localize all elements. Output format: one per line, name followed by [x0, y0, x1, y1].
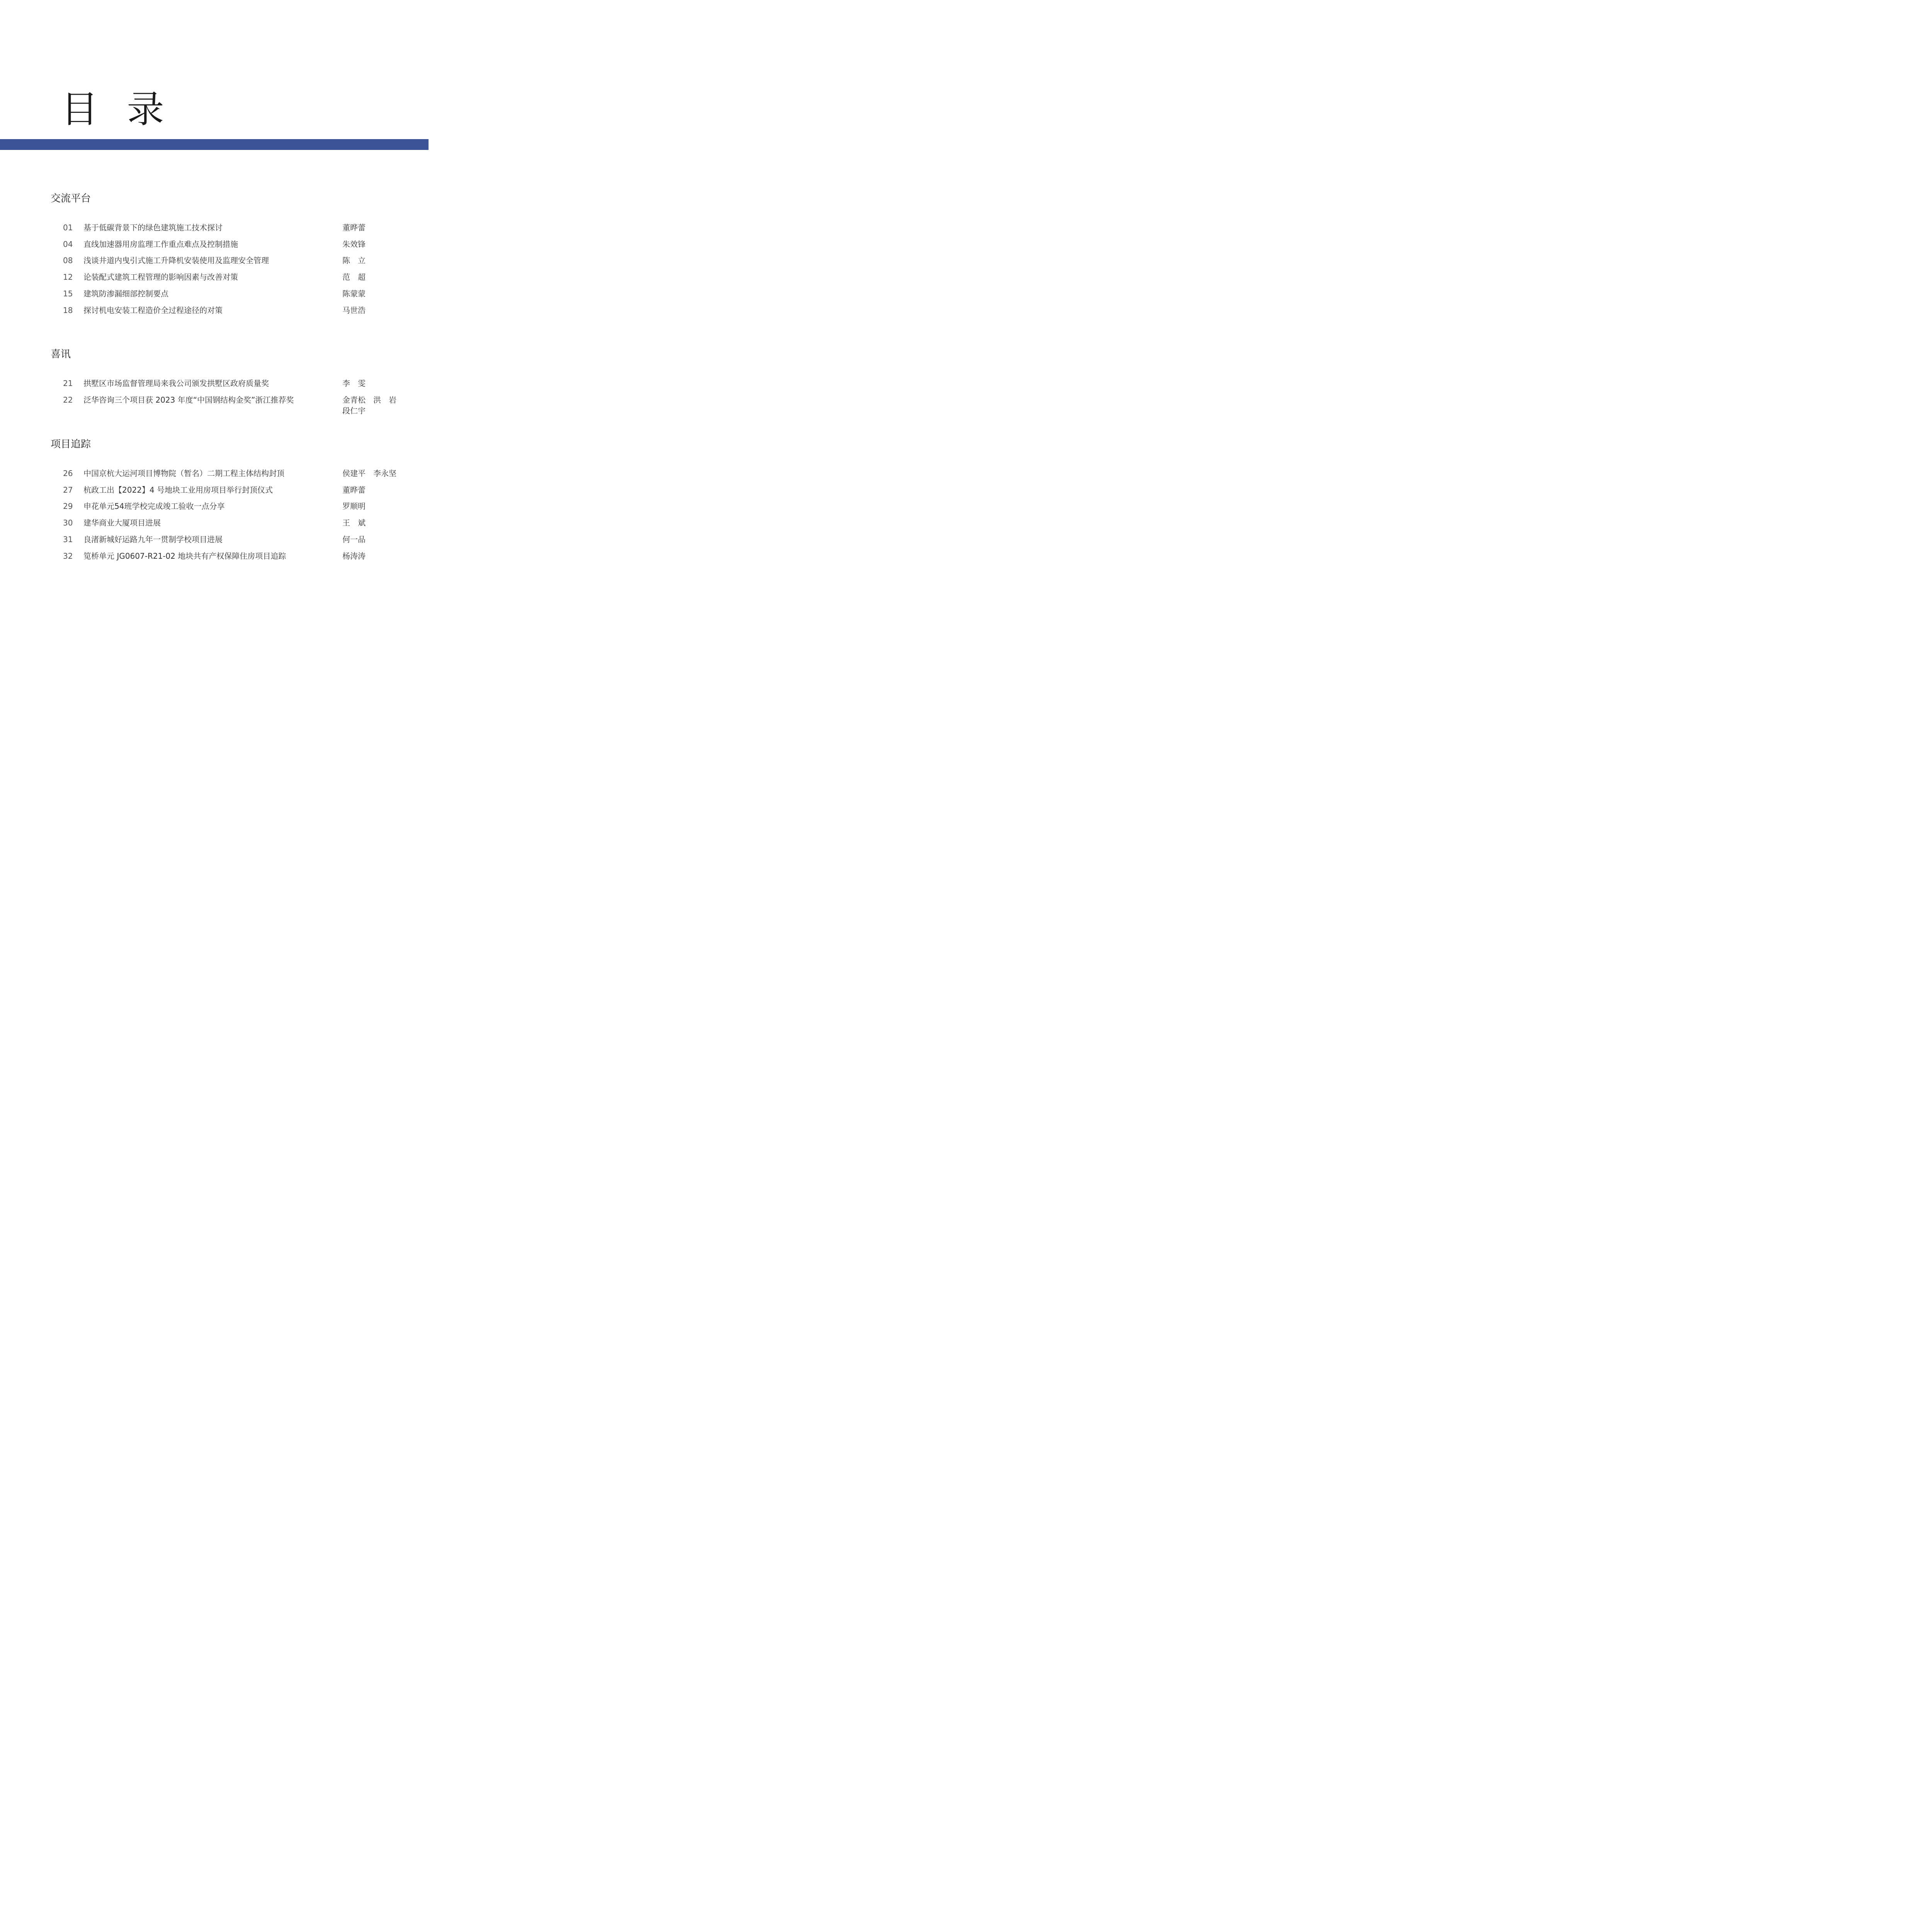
- entry-title: 建筑防渗漏细部控制要点: [83, 289, 168, 298]
- entry-author: 朱效锋: [342, 240, 366, 249]
- entry-author: 侯建平 李永坚: [342, 469, 396, 478]
- entry-author: 马世浩: [342, 306, 366, 315]
- entry-author: 金青松 洪 岩 段仁宇: [342, 395, 396, 415]
- entry-author: 何一品: [342, 535, 366, 544]
- toc-entry[interactable]: [0, 305, 429, 319]
- entry-author: 王 斌: [342, 518, 366, 527]
- toc-entry[interactable]: [0, 288, 429, 302]
- entry-title: 直线加速器用房监理工作重点难点及控制措施: [83, 240, 238, 249]
- page-title: 目 录: [61, 88, 173, 131]
- entry-page-number: 32: [63, 551, 73, 561]
- section-heading: 喜讯: [51, 349, 71, 360]
- toc-entry[interactable]: [0, 551, 429, 565]
- entry-title: 笕桥单元 JG0607-R21-02 地块共有产权保障住房项目追踪: [83, 551, 286, 561]
- entry-page-number: 18: [63, 306, 73, 315]
- entry-title: 泛华咨询三个项目获 2023 年度“中国钢结构金奖”浙江推荐奖: [83, 395, 294, 405]
- entry-title: 杭政工出【2022】4 号地块工业用房项目举行封顶仪式: [83, 485, 273, 495]
- title-divider-bar: [0, 139, 429, 150]
- entry-author: 范 超: [342, 272, 366, 282]
- entry-title: 拱墅区市场监督管理局来我公司颁发拱墅区政府质量奖: [83, 379, 269, 388]
- entry-page-number: 12: [63, 272, 73, 282]
- entry-page-number: 22: [63, 395, 73, 405]
- entry-page-number: 04: [63, 240, 73, 249]
- entry-author: 董晔蕾: [342, 485, 366, 495]
- entry-title: 申花单元54班学校完成竣工验收一点分享: [83, 502, 225, 511]
- toc-entry[interactable]: [0, 239, 429, 253]
- toc-entry[interactable]: [0, 222, 429, 236]
- entry-author: 董晔蕾: [342, 223, 366, 232]
- toc-entry[interactable]: [0, 485, 429, 498]
- entry-page-number: 01: [63, 223, 73, 232]
- toc-entry[interactable]: [0, 272, 429, 286]
- entry-page-number: 30: [63, 518, 73, 527]
- entry-title: 浅谈井道内曳引式施工升降机安装使用及监理安全管理: [83, 256, 269, 265]
- entry-page-number: 21: [63, 379, 73, 388]
- entry-author: 李 雯: [342, 379, 366, 388]
- entry-page-number: 15: [63, 289, 73, 298]
- entry-page-number: 29: [63, 502, 73, 511]
- entry-author: 杨涛涛: [342, 551, 366, 561]
- entry-title: 中国京杭大运河项目博物院（暂名）二期工程主体结构封顶: [83, 469, 284, 478]
- entry-author: 罗顺明: [342, 502, 366, 511]
- entry-title: 论装配式建筑工程管理的影响因素与改善对策: [83, 272, 238, 282]
- entry-title: 基于低碳背景下的绿色建筑施工技术探讨: [83, 223, 223, 232]
- toc-entry[interactable]: [0, 501, 429, 515]
- toc-entry[interactable]: [0, 517, 429, 531]
- section-heading: 交流平台: [51, 193, 91, 204]
- toc-entry[interactable]: [0, 534, 429, 548]
- toc-entry[interactable]: [0, 378, 429, 392]
- toc-entry[interactable]: [0, 255, 429, 269]
- entry-title: 建华商业大厦项目进展: [83, 518, 161, 527]
- entry-author: 陈 立: [342, 256, 366, 265]
- entry-title: 探讨机电安装工程造价全过程途径的对策: [83, 306, 223, 315]
- section-heading: 项目追踪: [51, 439, 91, 450]
- entry-author: 陈蒙蒙: [342, 289, 366, 298]
- entry-title: 良渚新城好运路九年一贯制学校项目进展: [83, 535, 223, 544]
- toc-entry[interactable]: [0, 468, 429, 482]
- toc-entry[interactable]: [0, 395, 429, 419]
- entry-page-number: 26: [63, 469, 73, 478]
- entry-page-number: 08: [63, 256, 73, 265]
- entry-page-number: 27: [63, 485, 73, 495]
- entry-page-number: 31: [63, 535, 73, 544]
